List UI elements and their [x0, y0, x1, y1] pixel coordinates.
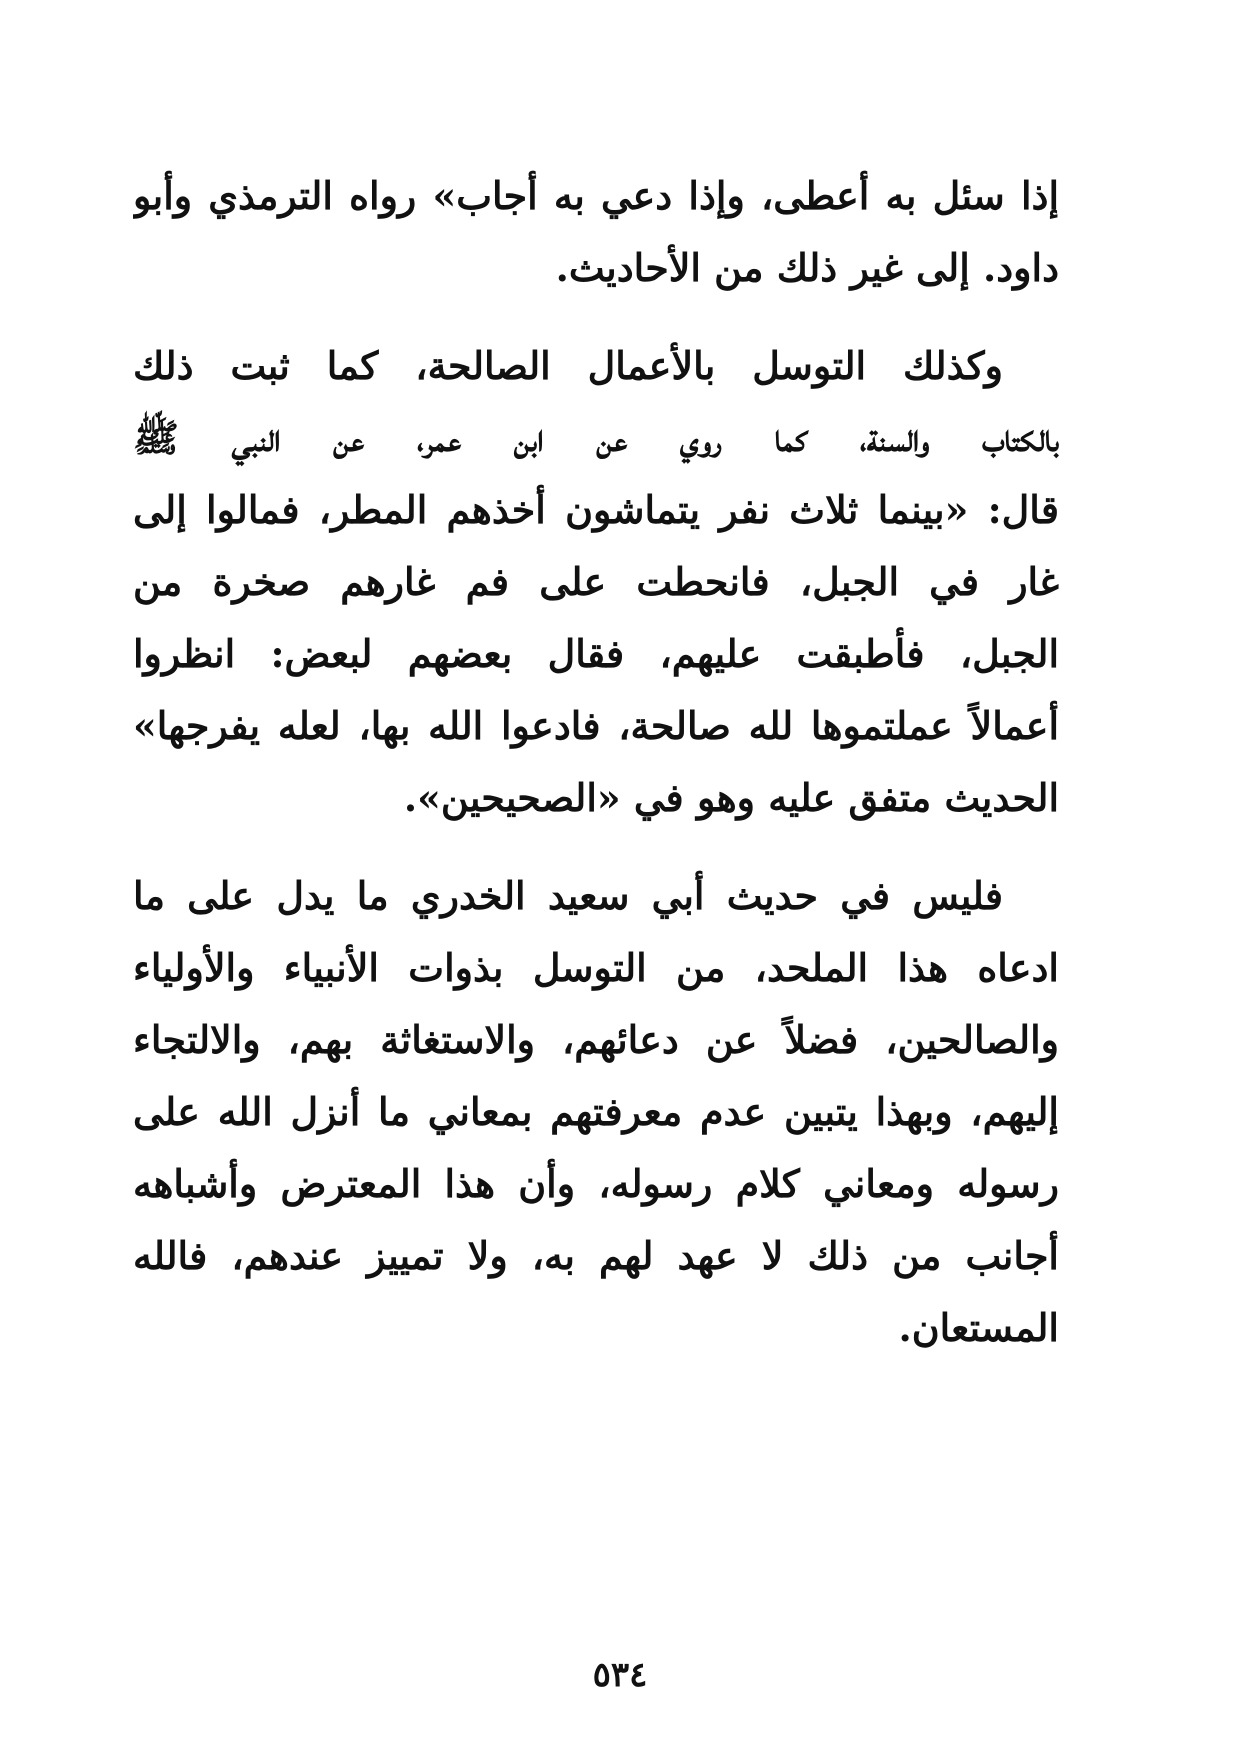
- text-line: غار في الجبل، فانحطت على فم غارهم صخرة من: [133, 559, 1059, 604]
- paragraph-gap: [133, 834, 1059, 860]
- text-line: فليس في حديث أبي سعيد الخدري ما يدل على ما: [133, 873, 1003, 918]
- text-line: الحديث متفق عليه وهو في «الصحيحين».: [403, 775, 1059, 820]
- text-line: داود. إلى غير ذلك من الأحاديث.: [555, 245, 1059, 290]
- text-line: رسوله ومعاني كلام رسوله، وأن هذا المعترض وأشباهه: [133, 1161, 1059, 1206]
- text-line: ادعاه هذا الملحد، من التوسل بذوات الأنبياء والأولياء: [133, 945, 1059, 990]
- text-line: والصالحين، فضلاً عن دعائهم، والاستغاثة بهم، والالتجاء: [133, 1017, 1059, 1062]
- text-line: أعمالاً عملتموها لله صالحة، فادعوا الله بها، لعله يفرجها»: [133, 703, 1059, 748]
- text-line: إذا سئل به أعطى، وإذا دعي به أجاب» رواه الترمذي وأبو: [133, 173, 1059, 218]
- body-text: [133, 160, 1059, 1364]
- text-line: إليهم، وبهذا يتبين عدم معرفتهم بمعاني ما أنزل الله على: [133, 1089, 1059, 1134]
- text-line: الجبل، فأطبقت عليهم، فقال بعضهم لبعض: انظروا: [133, 631, 1059, 676]
- text-line: وكذلك التوسل بالأعمال الصالحة، كما ثبت ذلك: [133, 343, 1003, 388]
- page-number: ٥٣٤: [592, 1655, 648, 1695]
- text-line: بالكتاب والسنة، كما روي عن ابن عمر، عن النبي ﷺ: [133, 415, 1059, 460]
- text-line: أجانب من ذلك لا عهد لهم به، ولا تمييز عندهم، فالله: [133, 1233, 1059, 1278]
- text-line: قال: «بينما ثلاث نفر يتماشون أخذهم المطر، فمالوا إلى: [133, 487, 1059, 532]
- text-line: المستعان.: [898, 1305, 1059, 1350]
- paragraph-gap: [133, 304, 1059, 330]
